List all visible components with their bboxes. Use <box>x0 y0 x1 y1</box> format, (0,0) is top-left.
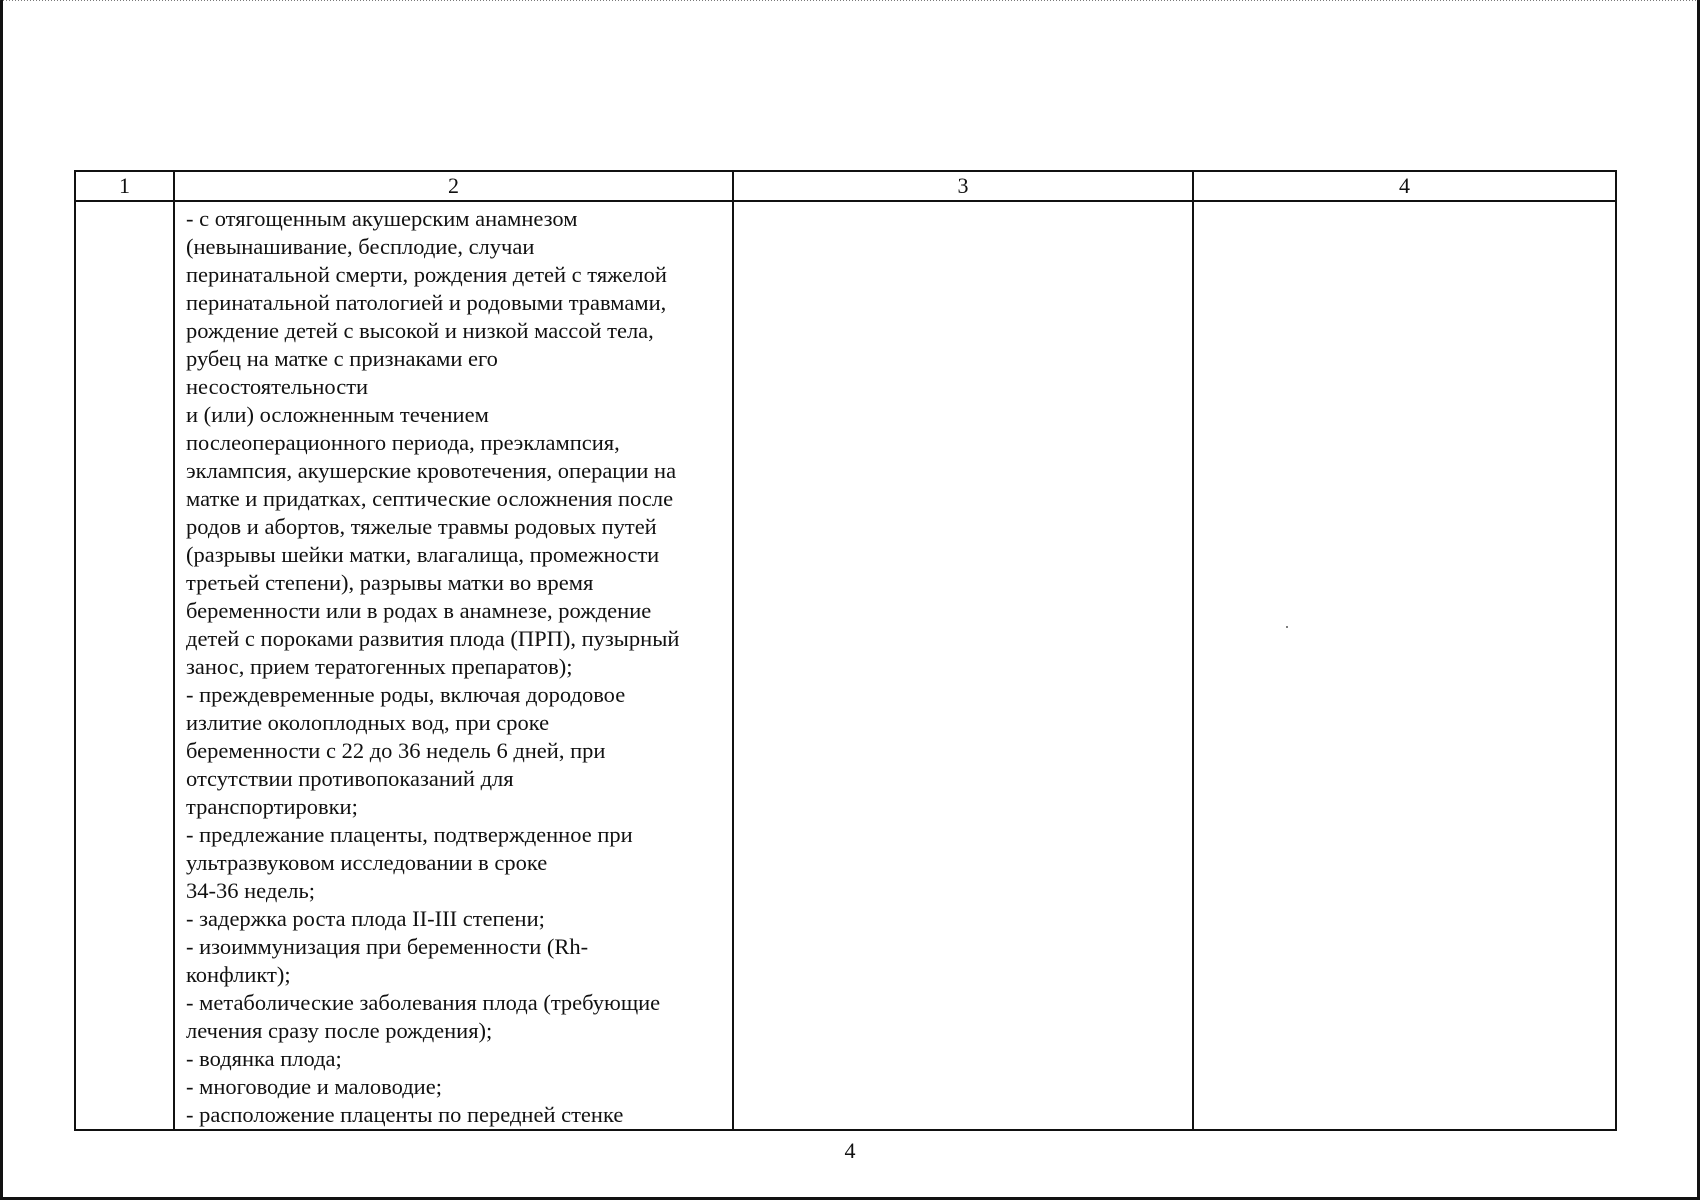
header-col-1: 1 <box>75 171 174 201</box>
text-line: (невынашивание, бесплодие, случаи <box>186 234 535 259</box>
text-line: (разрывы шейки матки, влагалища, промежности <box>186 542 660 567</box>
text-line: занос, прием тератогенных препаратов); <box>186 654 573 679</box>
text-line: несостоятельности <box>186 374 369 399</box>
text-line: перинатальной смерти, рождения детей с тяжелой <box>186 262 667 287</box>
text-line: отсутствии противопоказаний для <box>186 766 514 791</box>
text-line: матке и придатках, септические осложнения после <box>186 486 674 511</box>
text-line: 34-36 недель; <box>186 878 316 903</box>
text-line: - предлежание плаценты, подтвержденное при <box>186 822 633 847</box>
cell-col-3 <box>733 201 1193 1130</box>
text-line: и (или) осложненным течением <box>186 402 489 427</box>
text-line: рубец на матке с признаками его <box>186 346 498 371</box>
text-line: - метаболические заболевания плода (требующие <box>186 990 661 1015</box>
cell-col-1 <box>75 201 174 1130</box>
text-line: - преждевременные роды, включая дородовое <box>186 682 626 707</box>
text-line: родов и абортов, тяжелые травмы родовых путей <box>186 514 657 539</box>
text-line: - многоводие и маловодие; <box>186 1074 442 1099</box>
text-line: беременности с 22 до 36 недель 6 дней, при <box>186 738 606 763</box>
cell-text-block <box>186 205 722 1129</box>
text-line: третьей степени), разрывы матки во время <box>186 570 594 595</box>
text-line: - изоиммунизация при беременности (Rh- <box>186 934 589 959</box>
text-line: излитие околоплодных вод, при сроке <box>186 710 550 735</box>
header-col-3: 3 <box>733 171 1193 201</box>
document-table <box>74 170 1617 1131</box>
scan-edge-line <box>0 0 1700 1</box>
text-line: - расположение плаценты по передней стенке <box>186 1102 624 1127</box>
text-line: - с отягощенным акушерским анамнезом <box>186 206 578 231</box>
scan-speck <box>1286 626 1288 628</box>
text-line: лечения сразу после рождения); <box>186 1018 493 1043</box>
cell-col-2 <box>174 201 733 1130</box>
header-row <box>75 171 1616 201</box>
cell-col-4 <box>1193 201 1616 1130</box>
text-line: детей с пороками развития плода (ПРП), пузырный <box>186 626 680 651</box>
text-line: конфликт); <box>186 962 291 987</box>
text-line: рождение детей с высокой и низкой массой тела, <box>186 318 654 343</box>
text-line: транспортировки; <box>186 794 358 819</box>
text-line: перинатальной патологией и родовыми травмами, <box>186 290 667 315</box>
page-number: 4 <box>844 1138 856 1163</box>
text-line: беременности или в родах в анамнезе, рождение <box>186 598 652 623</box>
text-line: ультразвуковом исследовании в сроке <box>186 850 548 875</box>
text-line: - водянка плода; <box>186 1046 342 1071</box>
header-col-4: 4 <box>1193 171 1616 201</box>
header-col-2: 2 <box>174 171 733 201</box>
text-line: эклампсия, акушерские кровотечения, операции на <box>186 458 677 483</box>
text-line: послеоперационного периода, преэклампсия, <box>186 430 620 455</box>
table-row <box>75 201 1616 1130</box>
text-line: - задержка роста плода II-III степени; <box>186 906 545 931</box>
